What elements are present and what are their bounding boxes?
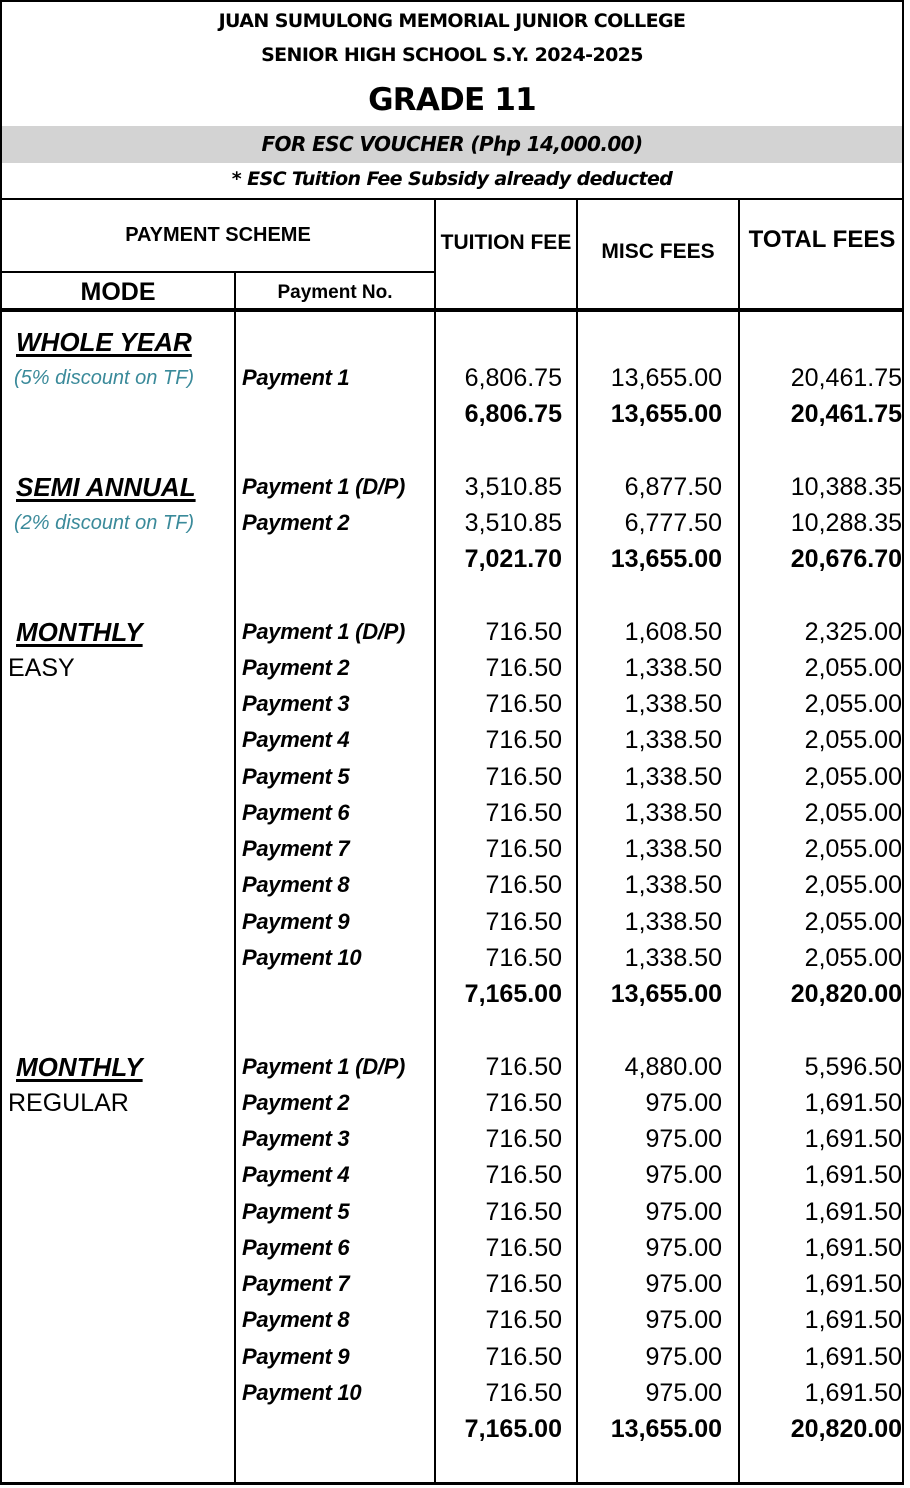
total-fee: 2,055.00	[804, 871, 902, 899]
total-fee: 1,691.50	[804, 1343, 902, 1371]
misc-fee: 975.00	[645, 1379, 722, 1407]
total-subtotal: 20,676.70	[790, 545, 902, 573]
title-block	[2, 2, 902, 199]
payment-no: Payment 1 (D/P)	[242, 1054, 405, 1079]
total-subtotal: 20,461.75	[790, 400, 902, 428]
divider-title	[2, 198, 902, 200]
tuition-fee: 716.50	[485, 835, 562, 863]
table-row	[2, 940, 902, 976]
table-row	[2, 831, 902, 867]
misc-fee: 13,655.00	[610, 364, 722, 392]
misc-fee: 1,338.50	[624, 763, 722, 791]
tuition-fee: 716.50	[485, 799, 562, 827]
total-fee: 1,691.50	[804, 1089, 902, 1117]
misc-fee: 975.00	[645, 1270, 722, 1298]
tuition-subtotal: 7,165.00	[464, 980, 562, 1008]
total-fee: 2,055.00	[804, 726, 902, 754]
table-row	[2, 360, 902, 396]
payment-no: Payment 1 (D/P)	[242, 619, 405, 644]
table-row	[2, 1339, 902, 1375]
grade-level: GRADE 11	[368, 82, 536, 118]
table-row	[2, 759, 902, 795]
total-fee: 1,691.50	[804, 1379, 902, 1407]
total-fee: 2,055.00	[804, 654, 902, 682]
payment-no: Payment 5	[242, 1199, 350, 1224]
header-payment-no: Payment No.	[277, 282, 393, 303]
tuition-fee: 716.50	[485, 1198, 562, 1226]
table-row	[2, 1049, 902, 1085]
table-row	[2, 650, 902, 686]
tuition-fee: 716.50	[485, 618, 562, 646]
total-fee: 20,461.75	[790, 364, 902, 392]
total-fee: 1,691.50	[804, 1234, 902, 1262]
discount-note: (5% discount on TF)	[14, 367, 195, 389]
total-fee: 1,691.50	[804, 1198, 902, 1226]
mode-title: SEMI ANNUAL	[16, 472, 196, 502]
payment-no: Payment 5	[242, 764, 350, 789]
misc-fee: 1,608.50	[624, 618, 722, 646]
total-fee: 2,325.00	[804, 618, 902, 646]
tuition-fee: 716.50	[485, 763, 562, 791]
divider-header	[2, 308, 902, 312]
misc-fee: 4,880.00	[624, 1053, 722, 1081]
table-row	[2, 1085, 902, 1121]
subtotal-row	[2, 396, 902, 432]
misc-fee: 6,877.50	[624, 473, 722, 501]
payment-no: Payment 2	[242, 510, 350, 535]
subsidy-note: * ESC Tuition Fee Subsidy already deducted	[231, 168, 673, 190]
tuition-fee: 716.50	[485, 1089, 562, 1117]
total-fee: 10,288.35	[790, 509, 902, 537]
voucher-band	[2, 126, 902, 163]
payment-no: Payment 8	[242, 872, 350, 897]
misc-fee: 975.00	[645, 1306, 722, 1334]
total-subtotal: 20,820.00	[790, 1415, 902, 1443]
misc-fee: 1,338.50	[624, 726, 722, 754]
misc-fee: 1,338.50	[624, 835, 722, 863]
header-tuition-fee: TUITION FEE	[440, 231, 572, 254]
payment-no: Payment 1	[242, 365, 350, 390]
table-row	[2, 1194, 902, 1230]
misc-subtotal: 13,655.00	[610, 400, 722, 428]
table-row	[2, 1230, 902, 1266]
payment-no: Payment 4	[242, 727, 350, 752]
table-row	[2, 867, 902, 903]
tuition-fee: 716.50	[485, 726, 562, 754]
tuition-fee: 716.50	[485, 1306, 562, 1334]
total-fee: 2,055.00	[804, 763, 902, 791]
tuition-fee: 3,510.85	[464, 473, 562, 501]
mode-title: MONTHLY	[16, 1052, 143, 1082]
subtotal-row	[2, 976, 902, 1012]
table-row	[2, 1121, 902, 1157]
subtotal-row	[2, 541, 902, 577]
tuition-fee: 716.50	[485, 1270, 562, 1298]
table-row	[2, 1266, 902, 1302]
payment-no: Payment 3	[242, 1126, 350, 1151]
school-name: JUAN SUMULONG MEMORIAL JUNIOR COLLEGE	[218, 10, 686, 32]
table-row	[2, 614, 902, 650]
table-row	[2, 795, 902, 831]
payment-no: Payment 7	[242, 836, 350, 861]
mode-subtitle: EASY	[8, 654, 75, 682]
total-fee: 1,691.50	[804, 1125, 902, 1153]
voucher-label: FOR ESC VOUCHER (Php 14,000.00)	[261, 132, 643, 156]
misc-fee: 975.00	[645, 1198, 722, 1226]
tuition-fee: 716.50	[485, 871, 562, 899]
payment-no: Payment 6	[242, 800, 350, 825]
tuition-subtotal: 7,165.00	[464, 1415, 562, 1443]
misc-subtotal: 13,655.00	[610, 545, 722, 573]
tuition-fee: 716.50	[485, 1161, 562, 1189]
misc-fee: 975.00	[645, 1161, 722, 1189]
total-fee: 2,055.00	[804, 944, 902, 972]
tuition-fee: 716.50	[485, 1379, 562, 1407]
payment-no: Payment 7	[242, 1271, 350, 1296]
payment-no: Payment 3	[242, 691, 350, 716]
payment-no: Payment 9	[242, 1344, 350, 1369]
header-mode: MODE	[80, 278, 156, 306]
misc-fee: 1,338.50	[624, 944, 722, 972]
payment-no: Payment 6	[242, 1235, 350, 1260]
misc-fee: 975.00	[645, 1234, 722, 1262]
tuition-subtotal: 7,021.70	[464, 545, 562, 573]
subtotal-row	[2, 1411, 902, 1447]
payment-no: Payment 4	[242, 1162, 350, 1187]
payment-no: Payment 8	[242, 1307, 350, 1332]
table-row	[2, 1302, 902, 1338]
table-row	[2, 722, 902, 758]
misc-fee: 1,338.50	[624, 690, 722, 718]
table-row	[2, 1157, 902, 1193]
tuition-fee: 716.50	[485, 908, 562, 936]
tuition-fee: 716.50	[485, 654, 562, 682]
header-total-fees: TOTAL FEES	[748, 226, 896, 253]
total-subtotal: 20,820.00	[790, 980, 902, 1008]
mode-title: WHOLE YEAR	[16, 327, 192, 357]
total-fee: 10,388.35	[790, 473, 902, 501]
tuition-fee: 3,510.85	[464, 509, 562, 537]
discount-note: (2% discount on TF)	[14, 512, 195, 534]
table-row	[2, 686, 902, 722]
payment-no: Payment 10	[242, 945, 362, 970]
total-fee: 2,055.00	[804, 908, 902, 936]
tuition-fee: 716.50	[485, 1343, 562, 1371]
tuition-fee: 716.50	[485, 944, 562, 972]
payment-no: Payment 1 (D/P)	[242, 474, 405, 499]
total-fee: 1,691.50	[804, 1270, 902, 1298]
misc-fee: 1,338.50	[624, 871, 722, 899]
tuition-subtotal: 6,806.75	[464, 400, 562, 428]
header-misc-fees: MISC FEES	[601, 240, 715, 263]
total-fee: 2,055.00	[804, 690, 902, 718]
program-year: SENIOR HIGH SCHOOL S.Y. 2024-2025	[261, 44, 643, 66]
tuition-fee: 716.50	[485, 1125, 562, 1153]
total-fee: 5,596.50	[804, 1053, 902, 1081]
table-row	[2, 904, 902, 940]
mode-title: MONTHLY	[16, 617, 143, 647]
section-whole-year-title	[2, 324, 902, 360]
table-row	[2, 469, 902, 505]
misc-fee: 975.00	[645, 1125, 722, 1153]
tuition-fee: 716.50	[485, 690, 562, 718]
header-payment-scheme: PAYMENT SCHEME	[125, 224, 311, 246]
tuition-fee: 716.50	[485, 1053, 562, 1081]
payment-no: Payment 9	[242, 909, 350, 934]
divider-scheme	[2, 271, 434, 273]
total-fee: 2,055.00	[804, 835, 902, 863]
misc-subtotal: 13,655.00	[610, 1415, 722, 1443]
table-row	[2, 505, 902, 541]
misc-subtotal: 13,655.00	[610, 980, 722, 1008]
misc-fee: 975.00	[645, 1343, 722, 1371]
total-fee: 1,691.50	[804, 1161, 902, 1189]
tuition-fee: 6,806.75	[464, 364, 562, 392]
table-row	[2, 1375, 902, 1411]
misc-fee: 1,338.50	[624, 908, 722, 936]
tuition-fee: 716.50	[485, 1234, 562, 1262]
payment-no: Payment 2	[242, 655, 350, 680]
mode-subtitle: REGULAR	[8, 1089, 129, 1117]
total-fee: 1,691.50	[804, 1306, 902, 1334]
misc-fee: 1,338.50	[624, 799, 722, 827]
misc-fee: 6,777.50	[624, 509, 722, 537]
misc-fee: 975.00	[645, 1089, 722, 1117]
total-fee: 2,055.00	[804, 799, 902, 827]
payment-no: Payment 2	[242, 1090, 350, 1115]
misc-fee: 1,338.50	[624, 654, 722, 682]
payment-no: Payment 10	[242, 1380, 362, 1405]
